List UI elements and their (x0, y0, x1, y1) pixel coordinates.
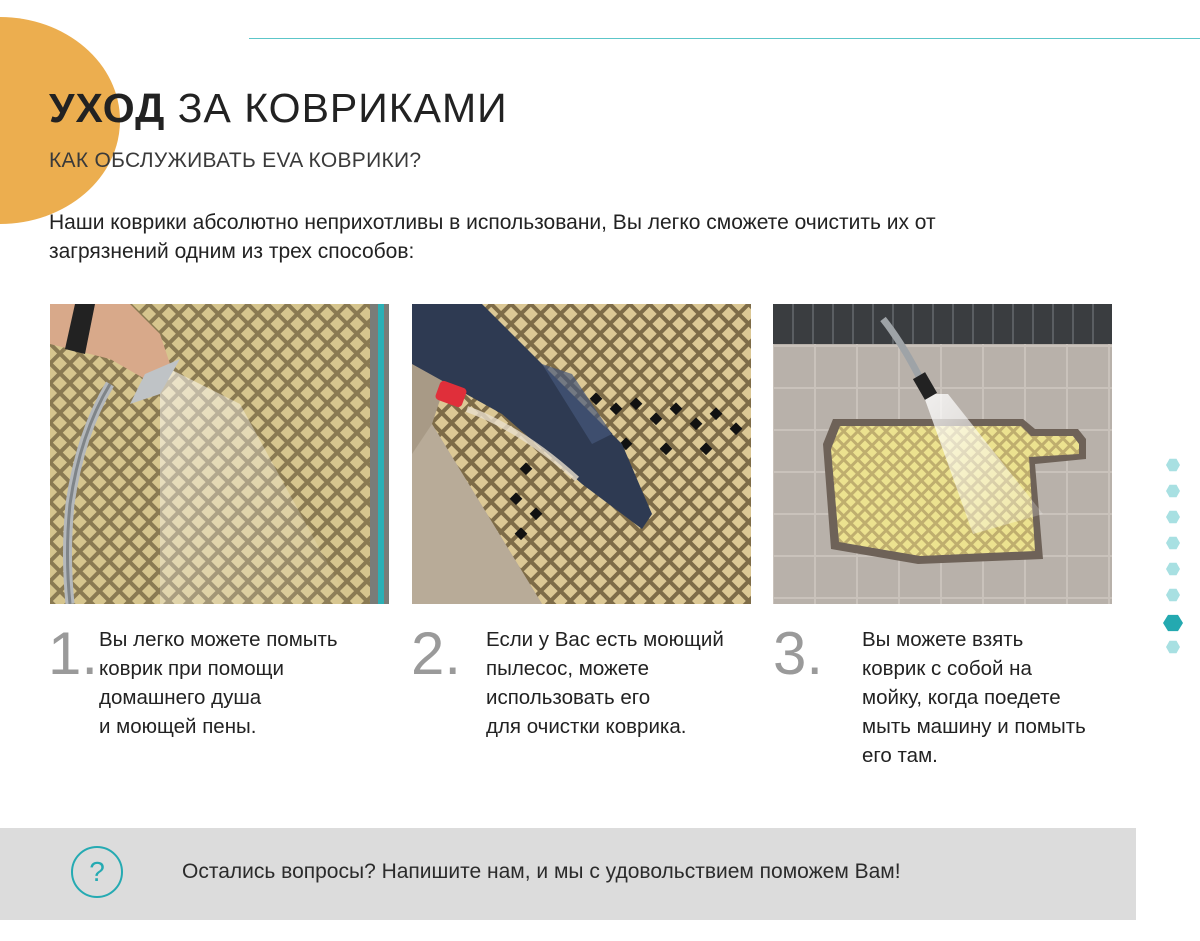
pagination-dot[interactable] (1166, 510, 1180, 524)
page-title (49, 84, 508, 132)
footer-contact-bar (0, 828, 1136, 920)
step-number-1: 1. (48, 620, 99, 687)
pagination-dot[interactable] (1166, 562, 1180, 576)
photo-car-wash (773, 304, 1112, 604)
step-text-1: Вы легко можете помыть коврик при помощи домашнего душа и моющей пены. (99, 628, 338, 738)
title-rest: ЗА КОВРИКАМИ (165, 85, 508, 131)
intro-text: Наши коврики абсолютно неприхотливы в использовани, Вы легко сможете очистить их от загрязнений одним из трех способов: (49, 211, 936, 263)
question-circle-icon: ? (71, 846, 123, 898)
pagination-dot[interactable] (1166, 536, 1180, 550)
photo-vacuum-cleaning (412, 304, 751, 604)
slide-pagination (1162, 458, 1184, 666)
step-text-3: Вы можете взять коврик с собой на мойку, когда поедете мыть машину и помыть его там. (862, 628, 1086, 767)
step-number-3: 3. (773, 620, 824, 687)
footer-text: Остались вопросы? Напишите нам, и мы с удовольствием поможем Вам! (182, 860, 901, 883)
pagination-dot[interactable] (1166, 458, 1180, 472)
pagination-dot[interactable] (1166, 484, 1180, 498)
photo-shower-washing (50, 304, 389, 604)
top-divider-line (249, 38, 1200, 39)
pagination-dot[interactable] (1166, 640, 1180, 654)
pagination-dot-active[interactable] (1163, 614, 1183, 632)
page-subtitle: КАК ОБСЛУЖИВАТЬ EVA КОВРИКИ? (49, 149, 422, 172)
title-bold: УХОД (49, 85, 166, 131)
pagination-dot[interactable] (1166, 588, 1180, 602)
step-text-2: Если у Вас есть моющий пылесос, можете использовать его для очистки коврика. (486, 628, 724, 738)
step-number-2: 2. (411, 620, 462, 687)
